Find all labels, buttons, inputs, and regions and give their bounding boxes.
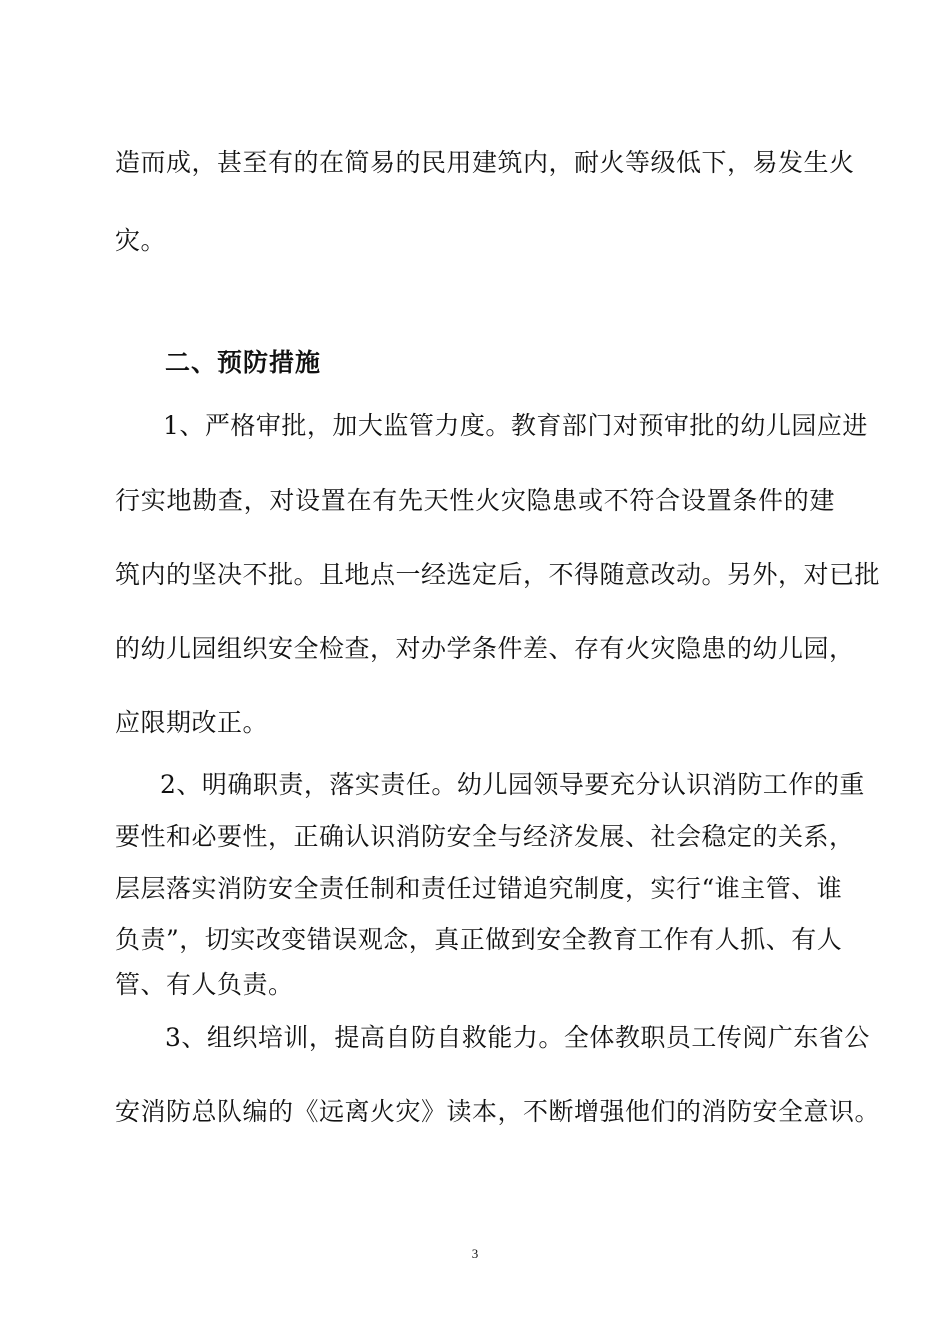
item1-line: 应限期改正。 bbox=[115, 708, 269, 737]
section-heading: 二、预防措施 bbox=[165, 348, 322, 377]
item1-line: 筑内的坚决不批。且地点一经选定后，不得随意改动。另外，对已批 bbox=[115, 560, 881, 589]
item2-line: 管、有人负责。 bbox=[115, 970, 294, 999]
item2-line: 要性和必要性，正确认识消防安全与经济发展、社会稳定的关系， bbox=[115, 822, 855, 851]
paragraph-line: 灾。 bbox=[115, 226, 167, 255]
item1-line: 行实地勘查，对设置在有先天性火灾隐患或不符合设置条件的建 bbox=[115, 486, 835, 515]
item3-line: 3、组织培训，提高自防自救能力。全体教职员工传阅广东省公 bbox=[165, 1023, 870, 1052]
item1-line: 1、严格审批，加大监管力度。教育部门对预审批的幼儿园应进 bbox=[163, 411, 868, 440]
item2-line: 2、明确职责，落实责任。幼儿园领导要充分认识消防工作的重 bbox=[160, 770, 865, 799]
item2-line: 层层落实消防安全责任制和责任过错追究制度，实行“谁主管、谁 bbox=[115, 874, 843, 903]
item2-line: 负责”，切实改变错误观念，真正做到安全教育工作有人抓、有人 bbox=[115, 925, 843, 954]
item3-line: 安消防总队编的《远离火灾》读本，不断增强他们的消防安全意识。 bbox=[115, 1097, 881, 1126]
paragraph-line: 造而成，甚至有的在简易的民用建筑内，耐火等级低下，易发生火 bbox=[115, 148, 855, 177]
page-number: 3 bbox=[471, 1246, 479, 1261]
item1-line: 的幼儿园组织安全检查，对办学条件差、存有火灾隐患的幼儿园， bbox=[115, 634, 855, 663]
